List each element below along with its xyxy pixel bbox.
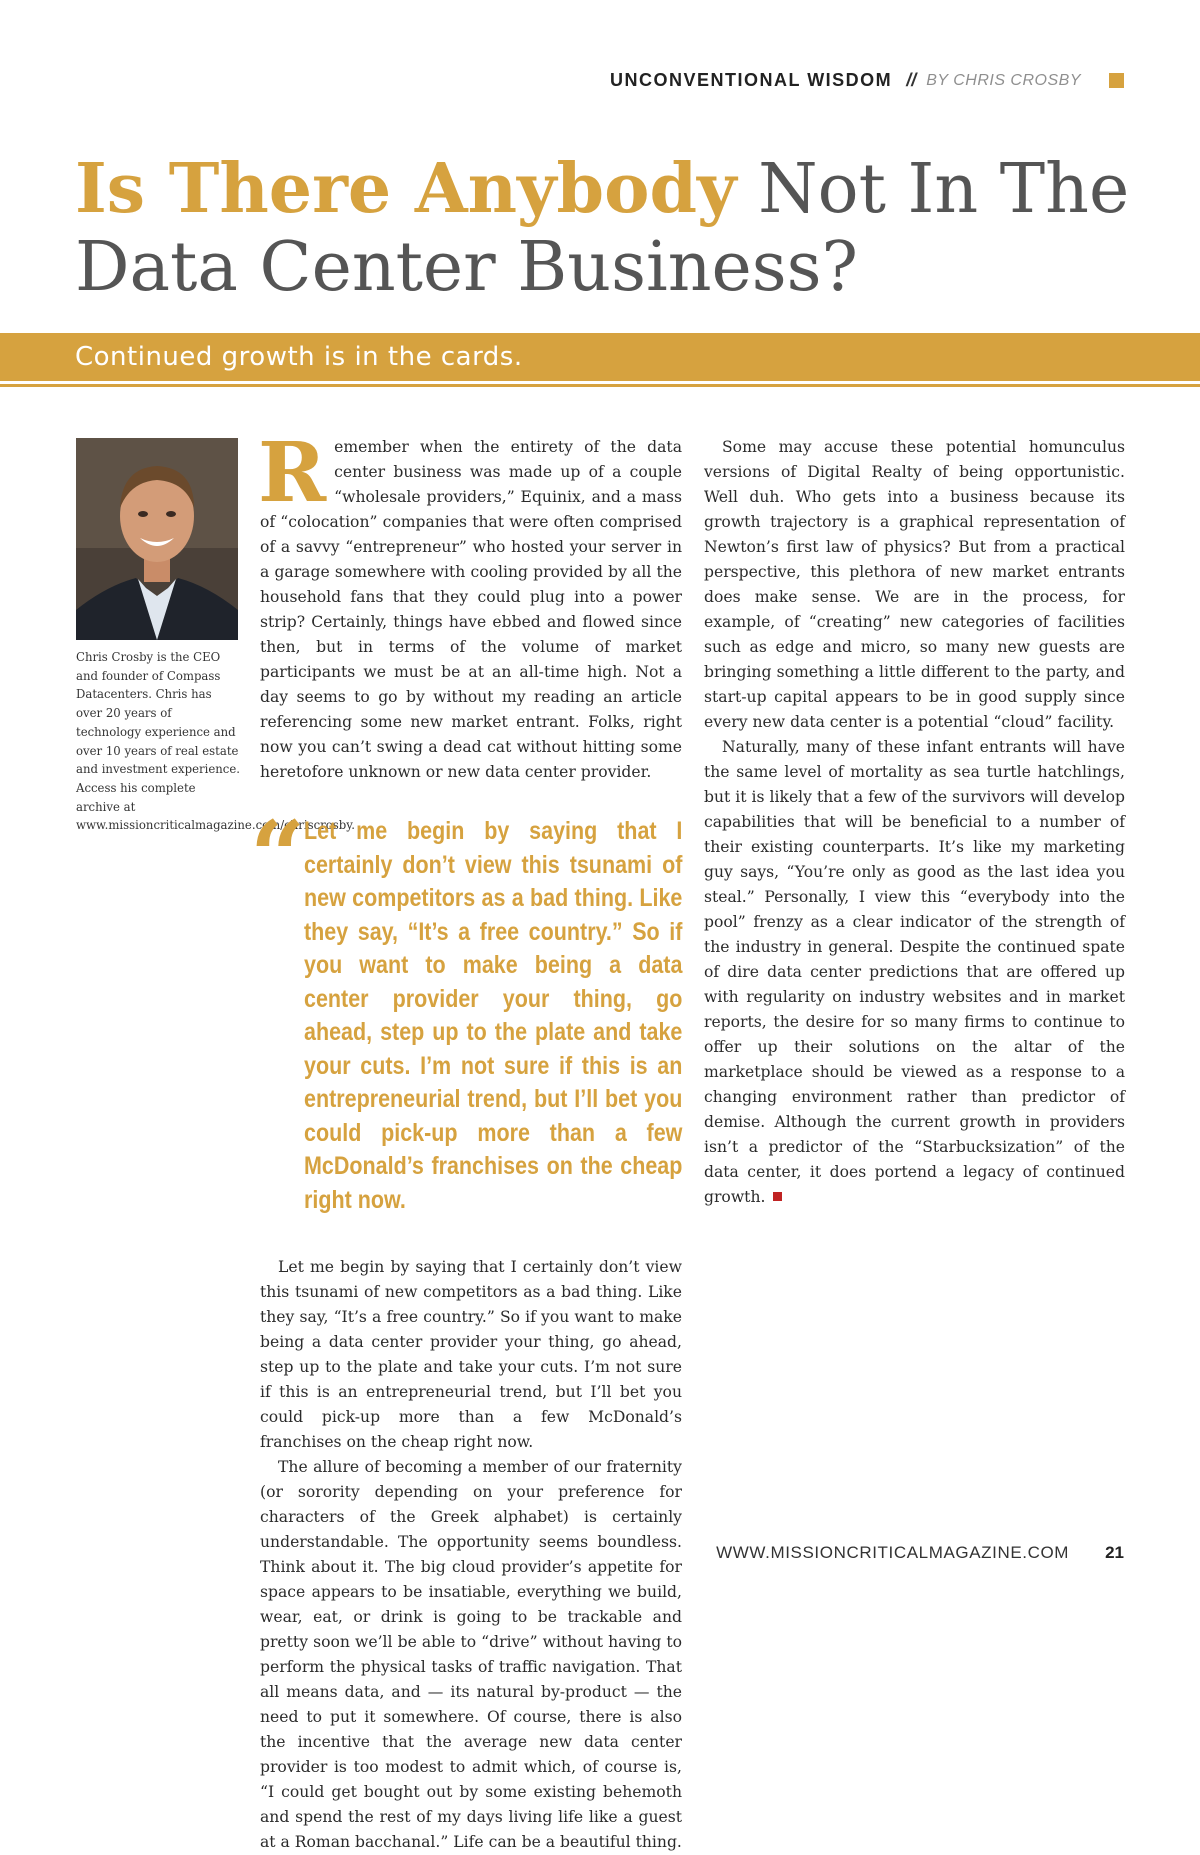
footer-website: WWW.MISSIONCRITICALMAGAZINE.COM — [716, 1543, 1070, 1562]
body-paragraph-4-text: Naturally, many of these infant entrants will have the same level of mortality as sea turtle hatchlings, but it is likely that a few of the survivors will develop capabilities that will be beneficial to a number of their existing counterparts. It’s like my marketing guy says, “You’re only as good as the last idea you steal.” Personally, I view this “everybody into the pool” frenzy as a clear indicator of the strength of the industry in general. Despite the continued spate of dire data center predictions that are offered up with regularity on industry websites and in market reports, the desire for so many firms to continue to offer up their solutions on the altar of the marketplace should be viewed as a response to a changing environment rather than predictor of demise. Although the current growth in providers isn’t a predictor of the “Starbucksization” of the data center, it does portend a legacy of continued growth. — [704, 738, 1125, 1206]
section-header — [610, 70, 1124, 91]
body-paragraph-4 — [704, 735, 1125, 1210]
byline: BY CHRIS CROSBY — [926, 71, 1081, 89]
drop-cap: R — [258, 425, 327, 521]
body-paragraph-1: Let me begin by saying that I certainly don’t view this tsunami of new competitors as a bad thing. Like they say, “It’s a free country.” So if you want to make being a data center provider your thing, go ahead, step up to the plate and take your cuts. I’m not sure if this is an entrepreneurial trend, but I’ll bet you could pick-up more than a few McDonald’s franchises on the cheap right now. — [260, 1258, 682, 1451]
section-label: UNCONVENTIONAL WISDOM — [610, 70, 893, 90]
article-column-1 — [250, 425, 683, 1855]
author-photo — [76, 438, 238, 640]
article-title — [75, 150, 1155, 307]
title-highlight: Is There Anybody — [75, 149, 737, 229]
author-bio: Chris Crosby is the CEO and founder of Compass Datacenters. Chris has over 20 years of technology experience and over 10 years of real estate and investment experience. Access his complete archive at www.missioncriticalmagazine.com/chriscrosby. — [76, 650, 355, 833]
article-subtitle: Continued growth is in the cards. — [75, 342, 523, 372]
header-separator: // — [906, 70, 917, 90]
header-square-icon — [1109, 73, 1124, 88]
pull-quote-text: Let me begin by saying that I certainly don’t view this tsunami of new competitors as a bad thing. Like they say, “It’s a free country.” So if you want to make being a data center provider your thing, go ahead, step up to the plate and take your cuts. I’m not sure if this is an entrepreneurial trend, but I’ll bet you could pick-up more than a few McDonald’s franchises on the cheap right now. — [304, 817, 683, 1214]
pull-quote — [250, 800, 683, 1217]
subtitle-band-rule — [0, 384, 1200, 387]
end-mark-icon — [773, 1192, 782, 1201]
body-paragraph-2: The allure of becoming a member of our fraternity (or sorority depending on your preference for characters of the Greek alphabet) is certainly understandable. The opportunity seems boundless. Think about it. The big cloud provider’s appetite for space appears to be insatiable, everything we build, wear, eat, or drink is going to be trackable and pretty soon we’ll be able to “drive” without having to perform the physical tasks of traffic navigation. That all means data, and — its natural by-product — the need to put it somewhere. Of course, there is also the incentive that the average new data center provider is too modest to admit which, of course is, “I could get bought out by some existing behemoth and spend the rest of my days living life like a guest at a Roman bacchanal.” Life can be a beautiful thing. — [260, 1458, 682, 1851]
author-portrait-icon — [76, 438, 238, 640]
intro-text: emember when the entirety of the data center business was made up of a couple “wholesale providers,” Equinix, and a mass of “colocation” companies that were often comprised of a savvy “entrepreneur” who hosted your server in a garage somewhere with cooling provided by all the household fans that they could plug into a power strip? Certainly, things have ebbed and flowed since then, but in terms of the volume of market participants we must be at an all-time high. Not a day seems to go by without my reading an article referencing some new market entrant. Folks, right now you can’t swing a dead cat without hitting some heretofore unknown or new data center provider. — [260, 438, 682, 781]
quote-mark-icon: “ — [250, 800, 306, 913]
body-paragraph-3: Some may accuse these potential homunculus versions of Digital Realty of being opportunistic. Well duh. Who gets into a business because its growth trajectory is a graphical representation of Newton’s first law of physics? But from a practical perspective, this plethora of new market entrants does make sense. We are in the process, for example, of “creating” new categories of facilities such as edge and micro, so many new guests are bringing something a little different to the party, and start-up capital appears to be in good supply since every new data center is a potential “cloud” facility. — [704, 438, 1125, 731]
page-number: 21 — [1105, 1543, 1124, 1562]
page-footer — [716, 1543, 1124, 1563]
article-column-2 — [704, 435, 1125, 1210]
intro-paragraph — [258, 425, 682, 785]
title-rest: Not In The Data Center Business? — [75, 150, 1130, 307]
